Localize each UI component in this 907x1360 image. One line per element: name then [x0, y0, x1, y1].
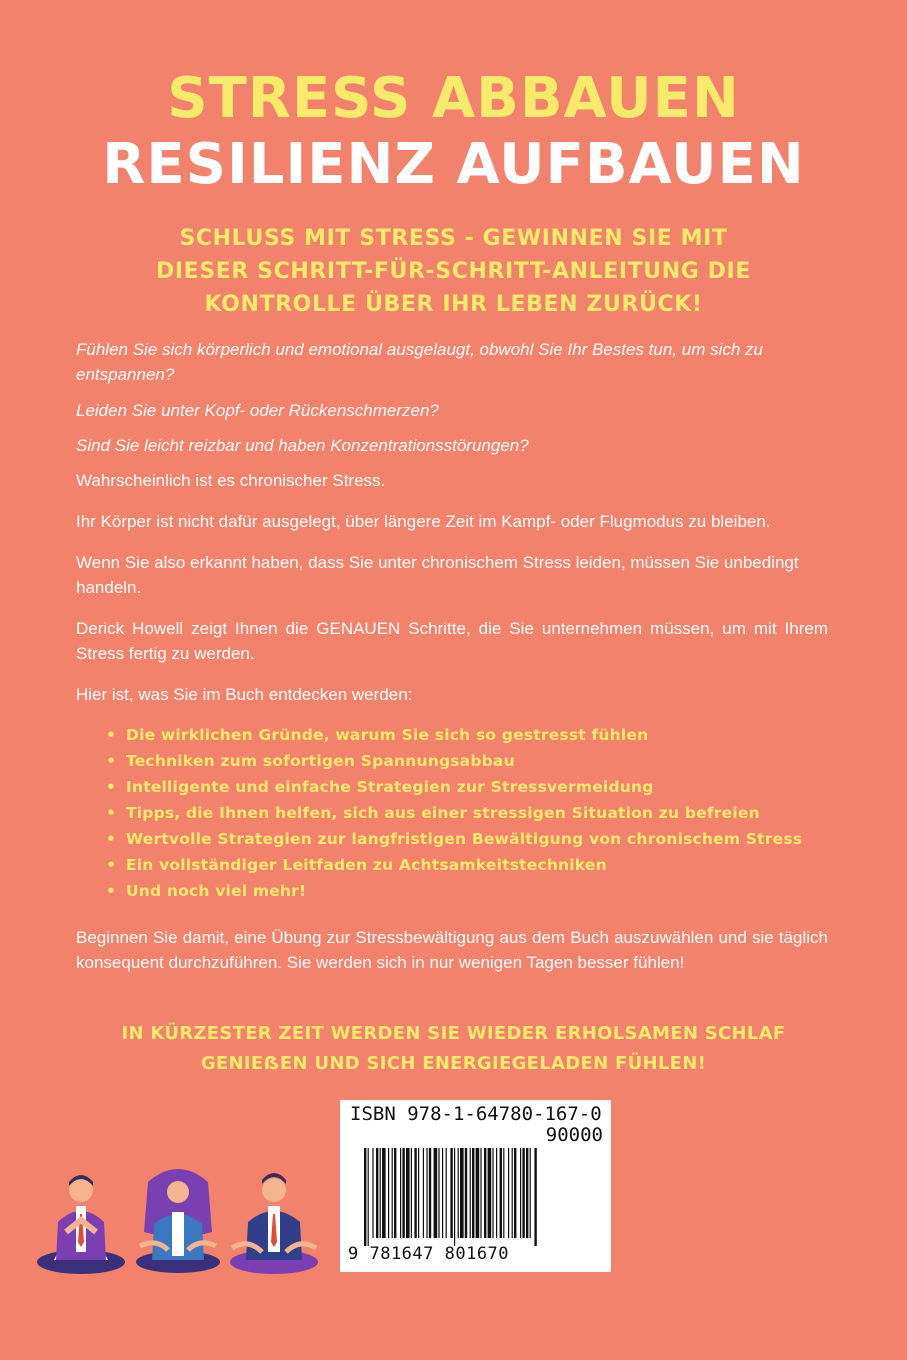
isbn-digits: 9 781647 801670 [348, 1244, 510, 1264]
paragraph-intro-list: Hier ist, was Sie im Buch entdecken werden: [76, 685, 413, 704]
list-item [106, 722, 802, 748]
bullet-icon: • [106, 882, 117, 900]
bullet-icon: • [106, 856, 117, 874]
question-3: Sind Sie leicht reizbar und haben Konzentrationsstörungen? [76, 436, 529, 455]
barcode-bars [364, 1148, 590, 1246]
bullet-icon: • [106, 830, 117, 848]
isbn-barcode [340, 1100, 611, 1272]
title-line-2: RESILIENZ AUFBAUEN [102, 132, 805, 197]
question-2: Leiden Sie unter Kopf- oder Rückenschmerzen? [76, 401, 439, 420]
list-item [106, 826, 802, 852]
list-item-text: Techniken zum sofortigen Spannungsabbau [126, 752, 515, 770]
tagline-line: KONTROLLE ÜBER IHR LEBEN ZURÜCK! [204, 292, 703, 317]
closing-line: GENIEẞEN UND SICH ENERGIEGELADEN FÜHLEN! [200, 1053, 707, 1074]
isbn-label: ISBN 978-1-64780-167-0 [350, 1103, 602, 1125]
list-item-text: Tipps, die Ihnen helfen, sich aus einer stressigen Situation zu befreien [126, 804, 760, 822]
closing-statement [0, 1019, 907, 1079]
meditating-man-icon [37, 1175, 125, 1274]
list-item [106, 878, 802, 904]
question-1: Fühlen Sie sich körperlich und emotional ausgelaugt, obwohl Sie Ihr Bestes tun, um sich zu entspannen? [76, 340, 763, 384]
list-item-text: Intelligente und einfache Strategien zur Stressvermeidung [126, 778, 654, 796]
paragraph-body: Ihr Körper ist nicht dafür ausgelegt, über längere Zeit im Kampf- oder Flugmodus zu bleiben. [76, 512, 771, 531]
list-item-text: Und noch viel mehr! [126, 882, 307, 900]
paragraph-call-to-action: Beginnen Sie damit, eine Übung zur Stressbewältigung aus dem Buch auszuwählen und sie täglich konsequent durchzuführen. Sie werden sich in nur wenigen Tagen besser fühlen! [76, 928, 828, 972]
bullet-icon: • [106, 726, 117, 744]
list-item-text: Wertvolle Strategien zur langfristigen Bewältigung von chronischem Stress [126, 830, 803, 848]
paragraph-action: Wenn Sie also erkannt haben, dass Sie unter chronischem Stress leiden, müssen Sie unbedingt handeln. [76, 553, 799, 597]
list-item [106, 800, 802, 826]
list-item [106, 774, 802, 800]
closing-line: IN KÜRZESTER ZEIT WERDEN SIE WIEDER ERHOLSAMEN SCHLAF [121, 1023, 786, 1044]
bullet-icon: • [106, 804, 117, 822]
meditating-man-icon [230, 1173, 318, 1274]
paragraph-author: Derick Howell zeigt Ihnen die GENAUEN Schritte, die Sie unternehmen müssen, um mit Ihrem Stress fertig zu werden. [76, 619, 828, 663]
paragraph-diagnosis: Wahrscheinlich ist es chronischer Stress. [76, 471, 386, 490]
tagline [0, 222, 907, 321]
bullet-icon: • [106, 752, 117, 770]
price-code: 90000 [545, 1124, 603, 1146]
list-item-text: Die wirklichen Gründe, warum Sie sich so gestresst fühlen [126, 726, 649, 744]
list-item [106, 852, 802, 878]
list-item-text: Ein vollständiger Leitfaden zu Achtsamkeitstechniken [126, 856, 607, 874]
tagline-line: DIESER SCHRITT-FÜR-SCHRITT-ANLEITUNG DIE [156, 259, 751, 284]
meditating-woman-icon [136, 1169, 220, 1273]
list-item [106, 748, 802, 774]
feature-list [106, 722, 802, 904]
bullet-icon: • [106, 778, 117, 796]
meditating-people-illustration [36, 1162, 326, 1277]
tagline-line: SCHLUSS MIT STRESS - GEWINNEN SIE MIT [179, 226, 728, 251]
title-line-1: STRESS ABBAUEN [167, 66, 740, 131]
